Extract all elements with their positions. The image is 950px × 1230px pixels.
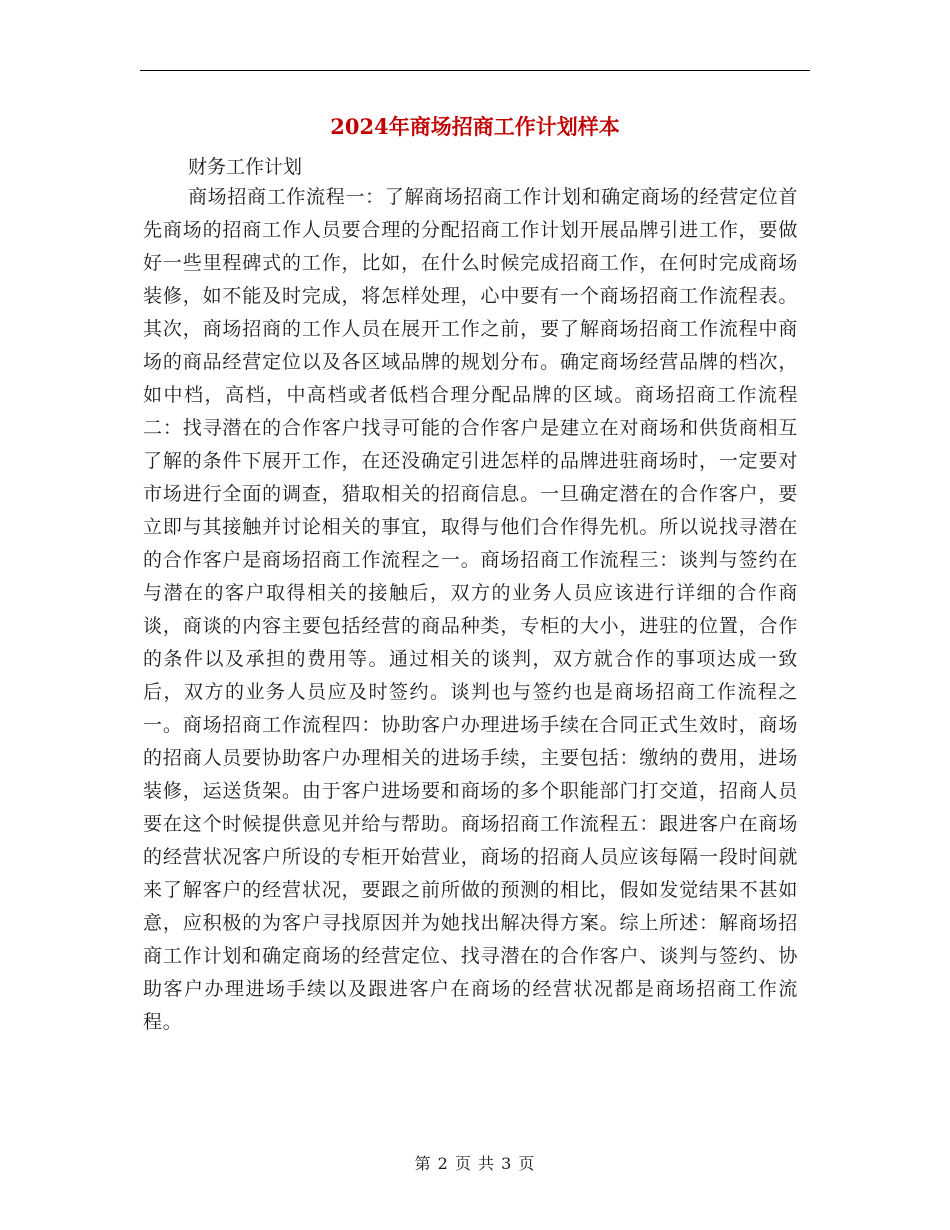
body-paragraph: 商场招商工作流程一：了解商场招商工作计划和确定商场的经营定位首先商场的招商工作人员要合理的分配招商工作计划开展品牌引进工作，要做好一些里程碑式的工作，比如，在什么时候完成招商工作，在何时完成商场装修，如不能及时完成，将怎样处理，心中要有一个商场招商工作流程表。其次，商场招商的工作人员在展开工作之前，要了解商场招商工作流程中商场的商品经营定位以及各区域品牌的规划分布。确定商场经营品牌的档次，如中档，高档，中高档或者低档合理分配品牌的区域。商场招商工作流程二：找寻潜在的合作客户找寻可能的合作客户是建立在对商场和供货商相互了解的条件下展开工作，在还没确定引进怎样的品牌进驻商场时，一定要对市场进行全面的调查，猎取相关的招商信息。一旦确定潜在的合作客户，要立即与其接触并讨论相关的事宜，取得与他们合作得先机。所以说找寻潜在的合作客户是商场招商工作流程之一。商场招商工作流程三：谈判与签约在与潜在的客户取得相关的接触后，双方的业务人员应该进行详细的合作商谈，商谈的内容主要包括经营的商品种类，专柜的大小，进驻的位置，合作的条件以及承担的费用等。通过相关的谈判，双方就合作的事项达成一致后，双方的业务人员应及时签约。谈判也与签约也是商场招商工作流程之一。商场招商工作流程四：协助客户办理进场手续在合同正式生效时，商场的招商人员要协助客户办理相关的进场手续，主要包括：缴纳的费用，进场装修，运送货架。由于客户进场要和商场的多个职能部门打交道，招商人员要在这个时候提供意见并给与帮助。商场招商工作流程五：跟进客户在商场的经营状况客户所设的专柜开始营业，商场的招商人员应该每隔一段时间就来了解客户的经营状况，要跟之前所做的预测的相比，假如发觉结果不甚如意，应积极的为客户寻找原因并为她找出解决得方案。综上所述：解商场招商工作计划和确定商场的经营定位、找寻潜在的合作客户、谈判与签约、协助客户办理进场手续以及跟进客户在商场的经营状况都是商场招商工作流程。 bbox=[143, 186, 798, 1033]
section-subheading: 财务工作计划 bbox=[188, 156, 303, 178]
page-number-footer: 第 2 页 共 3 页 bbox=[414, 1154, 536, 1173]
document-title: 2024年商场招商工作计划样本 bbox=[330, 114, 620, 139]
header-rule bbox=[140, 70, 810, 71]
